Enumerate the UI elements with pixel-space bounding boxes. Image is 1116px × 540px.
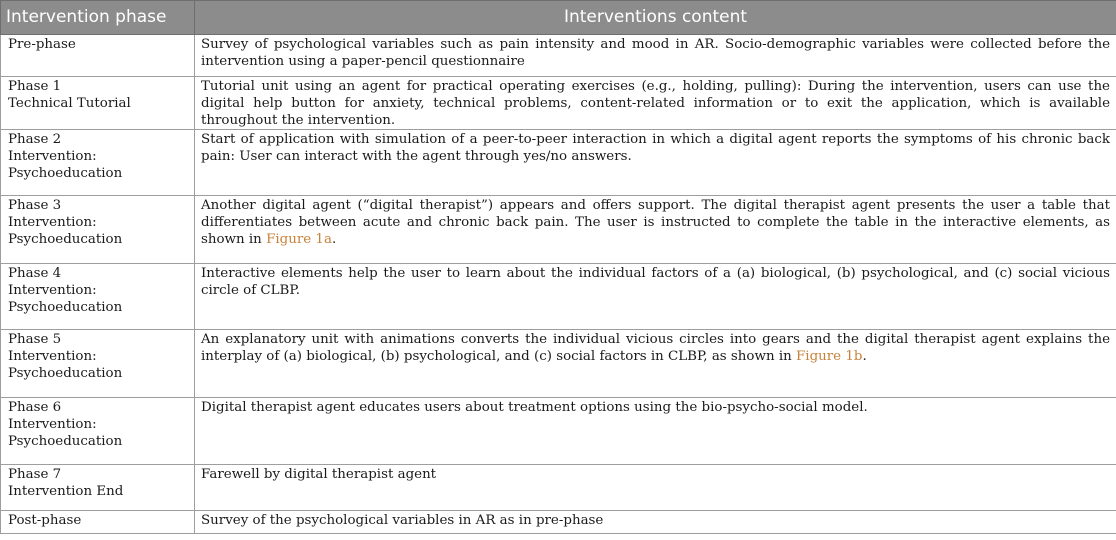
figure-reference-link[interactable]: Figure 1b (796, 349, 863, 364)
phase-text: Psychoeducation (8, 434, 123, 449)
column-header-content: Interventions content (195, 1, 1116, 35)
content-text: Digital therapist agent educates users about treatment options using the bio-psycho-social model. (201, 400, 868, 415)
content-cell (195, 35, 1116, 77)
phase-cell (1, 511, 195, 534)
content-text: Survey of psychological variables such as pain intensity and mood in AR. Socio-demographic variables were collected before the intervention using a paper-pencil questionnaire (201, 37, 1110, 69)
phase-text: Psychoeducation (8, 300, 123, 315)
content-text: Interactive elements help the user to learn about the individual factors of a (a) biological, (b) psychological, and (c) social vicious circle of CLBP. (201, 266, 1110, 298)
figure-reference-link[interactable]: Figure 1a (266, 232, 332, 247)
phase-text: Phase 4 (8, 266, 62, 281)
phase-text: Intervention: (8, 149, 97, 164)
table-row (1, 330, 1116, 398)
content-text: An explanatory unit with animations converts the individual vicious circles into gears and the digital therapist agent explains the interplay of (a) biological, (b) psychological, and (c) social factors in CLBP, as shown in (201, 332, 1110, 364)
content-text: Survey of the psychological variables in AR as in pre-phase (201, 513, 604, 528)
phase-cell (1, 330, 195, 398)
table-body (1, 35, 1116, 534)
content-text: Farewell by digital therapist agent (201, 467, 437, 482)
phase-text: Post-phase (8, 513, 82, 528)
phase-text: Intervention: (8, 417, 97, 432)
phase-cell (1, 35, 195, 77)
phase-text: Phase 5 (8, 332, 62, 347)
phase-text: Technical Tutorial (8, 96, 131, 111)
phase-text: Psychoeducation (8, 166, 123, 181)
table-row (1, 196, 1116, 264)
content-cell (195, 196, 1116, 264)
content-text: Tutorial unit using an agent for practical operating exercises (e.g., holding, pulling): During the intervention, users can use the digital help button for anxiety, technical problems, content-related information or to exit the application, which is available throughout the intervention. (201, 79, 1110, 128)
content-text: Another digital agent (“digital therapist”) appears and offers support. The digital therapist agent presents the user a table that differentiates between acute and chronic back pain. The user is instructed to complete the table in the interactive elements, as shown in (201, 198, 1110, 247)
phase-cell (1, 465, 195, 511)
column-header-phase: Intervention phase (1, 1, 195, 35)
content-text: . (862, 349, 867, 364)
content-text: Start of application with simulation of a peer-to-peer interaction in which a digital agent reports the symptoms of his chronic back pain: User can interact with the agent through yes/no answers. (201, 132, 1110, 164)
phase-text: Psychoeducation (8, 232, 123, 247)
phase-cell (1, 130, 195, 196)
phase-cell (1, 398, 195, 465)
content-cell (195, 465, 1116, 511)
table-row (1, 35, 1116, 77)
phase-text: Pre-phase (8, 37, 76, 52)
phase-cell (1, 196, 195, 264)
phase-text: Psychoeducation (8, 366, 123, 381)
phase-text: Phase 3 (8, 198, 62, 213)
content-cell (195, 398, 1116, 465)
phase-text: Intervention: (8, 215, 97, 230)
phase-text: Intervention: (8, 349, 97, 364)
table-row (1, 264, 1116, 330)
table-row (1, 511, 1116, 534)
phase-text: Phase 7 (8, 467, 62, 482)
phase-text: Phase 6 (8, 400, 62, 415)
phase-text: Phase 2 (8, 132, 62, 147)
phase-text: Intervention: (8, 283, 97, 298)
content-cell (195, 77, 1116, 130)
table-row (1, 465, 1116, 511)
content-cell (195, 511, 1116, 534)
phase-text: Phase 1 (8, 79, 62, 94)
content-cell (195, 264, 1116, 330)
content-cell (195, 330, 1116, 398)
content-text: . (331, 232, 337, 247)
phase-cell (1, 264, 195, 330)
header-row (1, 1, 1116, 35)
content-cell (195, 130, 1116, 196)
phase-text: Intervention End (8, 484, 124, 499)
table-row (1, 130, 1116, 196)
table-row (1, 398, 1116, 465)
phase-cell (1, 77, 195, 130)
table-row (1, 77, 1116, 130)
